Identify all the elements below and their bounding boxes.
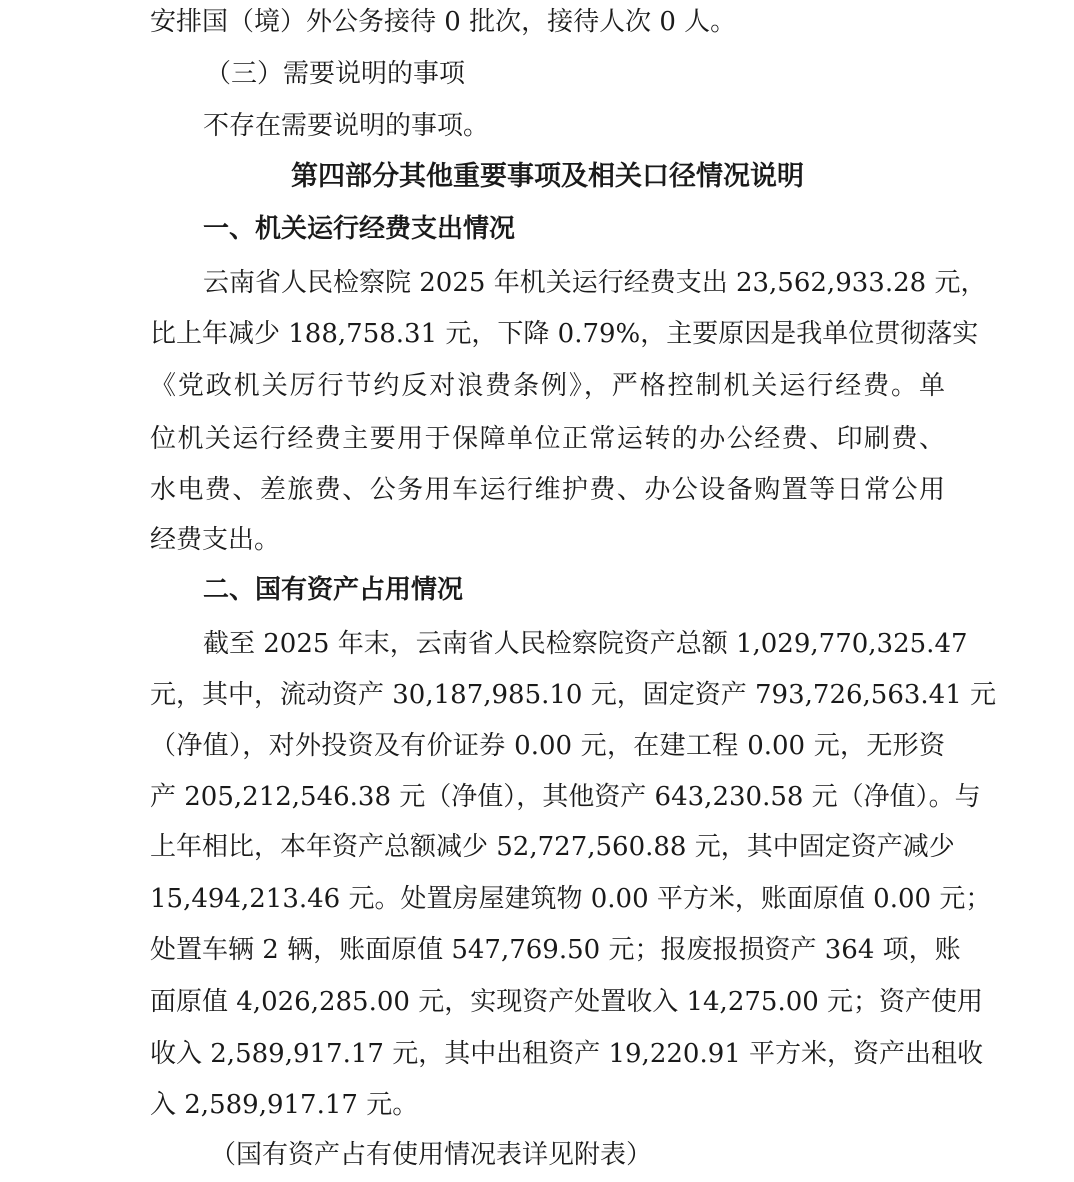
paragraph-line: 水电费、差旅费、公务用车运行维护费、办公设备购置等日常公用 (150, 475, 945, 505)
part-title: 第四部分其他重要事项及相关口径情况说明 (291, 161, 804, 192)
paragraph-line: 截至 2025 年末，云南省人民检察院资产总额 1,029,770,325.47 (203, 629, 968, 659)
paragraph-line: 处置车辆 2 辆，账面原值 547,769.50 元；报废报损资产 364 项，账 (150, 935, 961, 965)
paragraph-line: 安排国（境）外公务接待 0 批次，接待人次 0 人。 (150, 7, 737, 37)
paragraph-line: 元，其中，流动资产 30,187,985.10 元，固定资产 793,726,563.41 元 (150, 680, 997, 710)
paragraph-line: 入 2,589,917.17 元。 (150, 1090, 419, 1120)
paragraph-line: 15,494,213.46 元。处置房屋建筑物 0.00 平方米，账面原值 0.00 元； (150, 884, 992, 914)
paragraph-line: 比上年减少 188,758.31 元，下降 0.79%，主要原因是我单位贯彻落实 (150, 319, 979, 349)
paragraph-line: 收入 2,589,917.17 元，其中出租资产 19,220.91 平方米，资产出租收 (150, 1039, 984, 1069)
paragraph-line: （净值），对外投资及有价证券 0.00 元，在建工程 0.00 元，无形资 (150, 731, 945, 761)
paragraph-line: 云南省人民检察院 2025 年机关运行经费支出 23,562,933.28 元， (203, 268, 987, 298)
subsection-heading: （三）需要说明的事项 (205, 59, 466, 89)
section-heading: 二、国有资产占用情况 (203, 575, 464, 605)
paragraph-line: 经费支出。 (150, 525, 281, 555)
paragraph-line: 《党政机关厉行节约反对浪费条例》，严格控制机关运行经费。单 (150, 371, 945, 401)
paragraph-line: 不存在需要说明的事项。 (203, 111, 490, 141)
appendix-note: （国有资产占有使用情况表详见附表） (210, 1140, 653, 1170)
paragraph-line: 面原值 4,026,285.00 元，实现资产处置收入 14,275.00 元；资产使用 (150, 987, 984, 1017)
paragraph-line: 上年相比，本年资产总额减少 52,727,560.88 元，其中固定资产减少 (150, 832, 955, 862)
paragraph-line: 产 205,212,546.38 元（净值），其他资产 643,230.58 元（净值）。与 (150, 782, 981, 812)
paragraph-line: 位机关运行经费主要用于保障单位正常运转的办公经费、印刷费、 (150, 424, 945, 454)
section-heading: 一、机关运行经费支出情况 (203, 214, 516, 244)
